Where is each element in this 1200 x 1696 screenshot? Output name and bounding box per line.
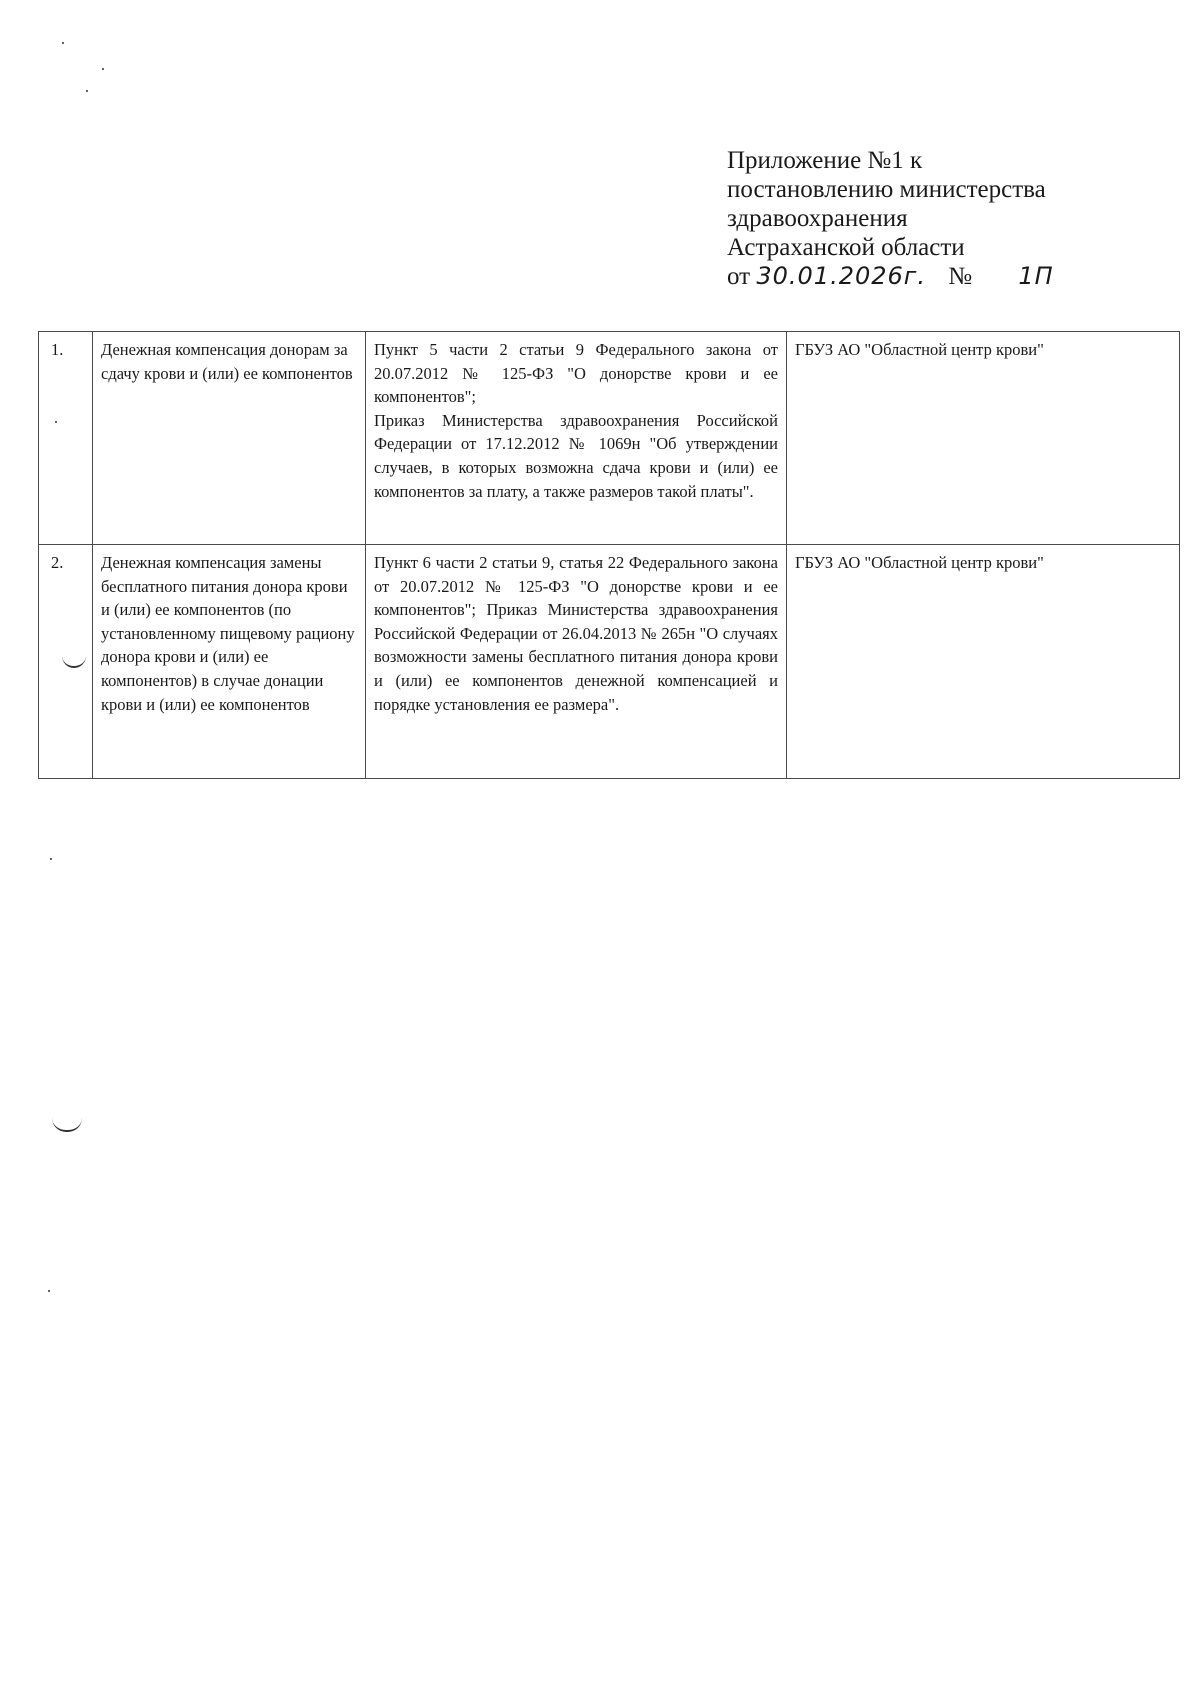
number-sign: № xyxy=(948,263,973,290)
legal-basis-cell xyxy=(366,332,787,545)
scan-speck xyxy=(50,858,52,860)
scan-mark xyxy=(52,1118,82,1132)
service-name-cell: Денежная компенсация донорам за сдачу крови и (или) ее компонентов xyxy=(93,332,366,545)
service-name-cell: Денежная компенсация замены бесплатного питания донора крови и (или) ее компонентов (по установленному пищевому рациону донора крови и (или) ее компонентов) в случае донации крови и (или) ее компонентов xyxy=(93,545,366,779)
scan-speck xyxy=(48,1290,50,1292)
header-date-line xyxy=(727,262,1054,291)
services-table xyxy=(38,331,1180,779)
table-row xyxy=(39,332,1180,545)
scan-speck xyxy=(62,42,64,44)
appendix-header xyxy=(727,146,1054,291)
header-line-4: Астраханской области xyxy=(727,234,965,261)
organization-cell: ГБУЗ АО "Областной центр крови" xyxy=(787,332,1180,545)
scan-speck xyxy=(102,68,104,70)
table-row xyxy=(39,545,1180,779)
header-line-3: здравоохранения xyxy=(727,205,908,232)
header-line-2: постановлению министерства xyxy=(727,176,1046,203)
legal-basis-text-2: Приказ Министерства здравоохранения Российской Федерации от 17.12.2012 № 1069н "Об утверждении случаев, в которых возможна сдача крови и (или) ее компонентов за плату, а также размеров такой платы". xyxy=(374,410,778,501)
date-prefix: от xyxy=(727,263,751,290)
handwritten-date: 30.01.2026г. xyxy=(756,262,927,290)
legal-basis-text: Пункт 6 части 2 статьи 9, статья 22 Федерального закона от 20.07.2012 № 125-ФЗ "О донорстве крови и ее компонентов"; Приказ Министерства здравоохранения Российской Федерации от 26.04.2013 № 265н "О случаях возможности замены бесплатного питания донора крови и (или) ее компонентов денежной компенсацией и порядке установления ее размера". xyxy=(374,553,778,714)
row-number: 1. xyxy=(39,332,93,545)
scan-speck xyxy=(86,90,88,92)
legal-basis-text: Пункт 5 части 2 статьи 9 Федерального закона от 20.07.2012 № 125-ФЗ "О донорстве крови и ее компонентов"; xyxy=(374,340,778,407)
organization-cell: ГБУЗ АО "Областной центр крови" xyxy=(787,545,1180,779)
header-line-1: Приложение №1 к xyxy=(727,147,923,174)
scan-speck xyxy=(55,421,57,423)
legal-basis-cell xyxy=(366,545,787,779)
handwritten-number: 1П xyxy=(1018,262,1054,290)
row-number: 2. xyxy=(39,545,93,779)
